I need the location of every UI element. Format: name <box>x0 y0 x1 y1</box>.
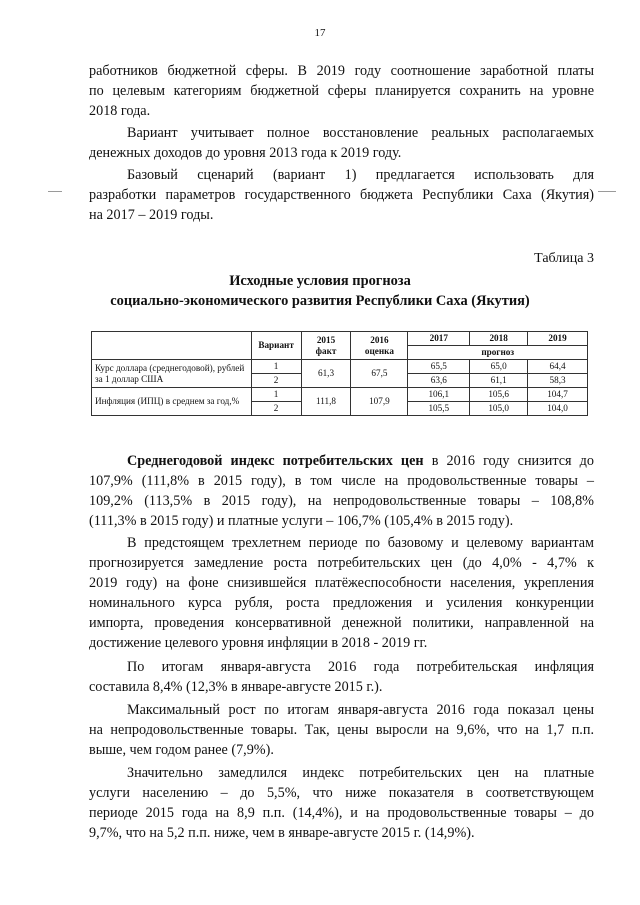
scan-mark <box>598 191 616 192</box>
text-line: выше, чем годом ранее (7,9%). <box>89 742 274 758</box>
value-cell: 104,0 <box>528 402 588 416</box>
text-line: Среднегодовой индекс потребительских цен в 2016 году снизится до <box>127 453 594 469</box>
indicator-cell: Курс доллара (среднегодовой), рублей за 1 доллар США <box>92 360 252 388</box>
page-number: 17 <box>314 27 326 39</box>
text-line: номинального курса рубля, роста предложения и усиления конкуренции <box>89 595 594 611</box>
text-line: работников бюджетной сферы. В 2019 году соотношение заработной платы <box>89 63 594 79</box>
text-line: Вариант учитывает полное восстановление реальных располагаемых <box>127 125 594 141</box>
text-line: Базовый сценарий (вариант 1) предлагается использовать для <box>127 167 594 183</box>
scan-mark <box>48 191 62 192</box>
text-line: 107,9% (111,8% в 2015 году), в том числе на продовольственные товары – <box>89 473 594 489</box>
header-2017: 2017 <box>408 332 470 346</box>
text-line: Значительно замедлился индекс потребительских цен на платные <box>127 765 594 781</box>
indicator-cell: Инфляция (ИПЦ) в среднем за год,% <box>92 388 252 416</box>
value-cell: 61,1 <box>470 374 528 388</box>
header-2018: 2018 <box>470 332 528 346</box>
text-line: 9,7%, что на 5,2 п.п. ниже, чем в январе-августе 2015 г. (14,9%). <box>89 825 475 841</box>
bold-term: Среднегодовой индекс потребительских цен <box>127 453 424 469</box>
header-indicator <box>92 332 252 360</box>
text-line: Максимальный рост по итогам января-августа 2016 года показал цены <box>127 702 594 718</box>
value-cell: 104,7 <box>528 388 588 402</box>
value-cell: 105,0 <box>470 402 528 416</box>
value-cell: 105,6 <box>470 388 528 402</box>
text-line: 109,2% (113,5% в 2015 году), на непродовольственные товары – 108,8% <box>89 493 594 509</box>
text-line: По итогам января-августа 2016 года потребительская инфляция <box>127 659 594 675</box>
text-line: на 2017 – 2019 годы. <box>89 207 214 223</box>
value-cell: 67,5 <box>351 360 408 388</box>
header-forecast: прогноз <box>408 346 588 360</box>
text-line: по целевым категориям бюджетной сферы планируется сохранить на уровне <box>89 83 594 99</box>
forecast-table <box>91 331 588 416</box>
text-line: составила 8,4% (12,3% в январе-августе 2015 г.). <box>89 679 383 695</box>
text-line: В предстоящем трехлетнем периоде по базовому и целевому вариантам <box>127 535 594 551</box>
value-cell: 63,6 <box>408 374 470 388</box>
table-row <box>92 388 588 402</box>
text-line: достижение целевого уровня инфляции в 2018 - 2019 гг. <box>89 635 428 651</box>
table-header-row <box>92 332 588 346</box>
value-cell: 105,5 <box>408 402 470 416</box>
value-cell: 65,0 <box>470 360 528 374</box>
value-cell: 106,1 <box>408 388 470 402</box>
table-title: Исходные условия прогноза социально-экономического развития Республики Саха (Якутия) <box>110 273 530 309</box>
value-cell: 64,4 <box>528 360 588 374</box>
text-line: услуги населению – до 5,5%, что ниже показателя в соответствующем <box>89 785 594 801</box>
text-line: периоде 2015 года на 8,9 п.п. (14,4%), и на продовольственные товары – до <box>89 805 594 821</box>
text-line: 2019 году) на фоне снизившейся платёжеспособности населения, укрепления <box>89 575 594 591</box>
header-2015: 2015 факт <box>301 332 351 360</box>
variant-cell: 2 <box>251 374 301 388</box>
text-line: разработки параметров государственного бюджета Республики Саха (Якутия) <box>89 187 594 203</box>
text-line: на непродовольственные товары. Так, цены выросли на 9,6%, что на 1,7 п.п. <box>89 722 594 738</box>
table-row <box>92 360 588 374</box>
value-cell: 58,3 <box>528 374 588 388</box>
table-label: Таблица 3 <box>534 251 594 266</box>
value-cell: 61,3 <box>301 360 351 388</box>
header-2019: 2019 <box>528 332 588 346</box>
value-cell: 65,5 <box>408 360 470 374</box>
variant-cell: 2 <box>251 402 301 416</box>
value-cell: 111,8 <box>301 388 351 416</box>
text-line: прогнозируется замедление роста потребительских цен (до 4,0% - 4,7% к <box>89 555 594 571</box>
header-2016: 2016 оценка <box>351 332 408 360</box>
text-line: (111,3% в 2015 году) и платные услуги – 106,7% (105,4% в 2015 году). <box>89 513 514 529</box>
text-line: денежных доходов до уровня 2013 года к 2019 году. <box>89 145 402 161</box>
value-cell: 107,9 <box>351 388 408 416</box>
header-variant: Вариант <box>251 332 301 360</box>
variant-cell: 1 <box>251 360 301 374</box>
text-line: импорта, проведения консервативной денежной политики, направленной на <box>89 615 594 631</box>
text-line: 2018 года. <box>89 103 151 119</box>
variant-cell: 1 <box>251 388 301 402</box>
